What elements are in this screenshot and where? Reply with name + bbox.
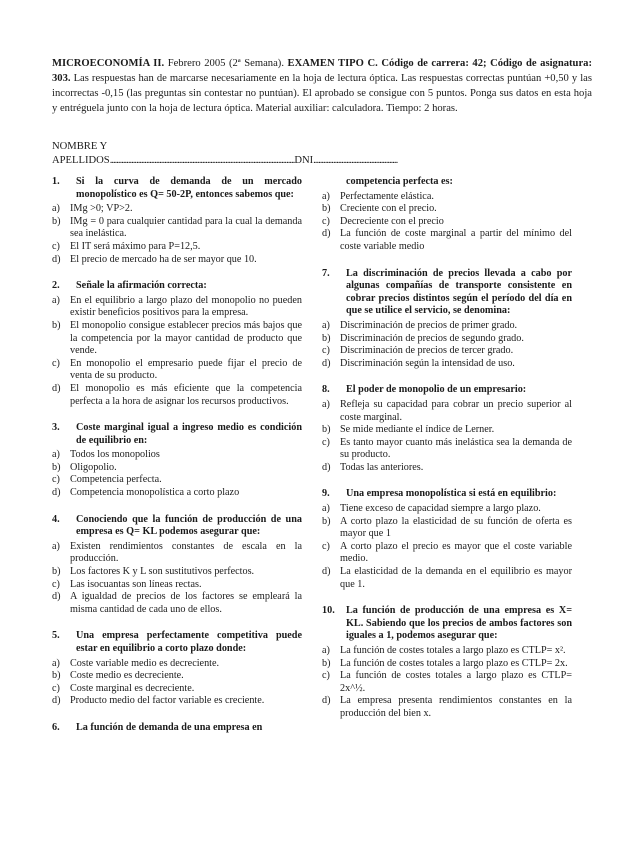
option-letter: d) — [52, 591, 61, 603]
option-letter: b) — [322, 424, 331, 436]
option-text: El monopolio consigue establecer precios más bajos que la competencia por la mayor cantidad de producto que vende. — [70, 319, 302, 357]
option-text: Oligopolio. — [70, 461, 117, 473]
answer-options — [52, 295, 302, 408]
answer-option — [322, 424, 572, 437]
question-heading — [322, 268, 572, 318]
answer-option — [52, 566, 302, 579]
option-text: Discriminación de precios de primer grado. — [340, 319, 518, 331]
question-number: 1. — [52, 176, 60, 187]
answer-option — [322, 541, 572, 566]
option-letter: a) — [322, 398, 330, 410]
question — [322, 605, 572, 720]
option-text: Discriminación según la intensidad de uso. — [340, 357, 515, 369]
exam-instructions: Las respuestas han de marcarse necesariamente en la hoja de lectura óptica. Las respuestas correctas puntúan +0,50 y las incorrectas -0,15 (las preguntas sin contestar no puntúan). El aprobado se consigue con 5 puntos. Ponga sus datos en esta hoja y entréguela junto con la hoja de lectura óptica. Material auxiliar: calculadora. Tiempo: 2 horas. — [52, 73, 592, 114]
question-number: 3. — [52, 422, 60, 434]
question-number: 2. — [52, 280, 60, 292]
option-letter: d) — [322, 461, 331, 473]
question-text: Una empresa monopolística si está en equilibrio: — [346, 488, 557, 500]
answer-option — [52, 670, 302, 683]
question — [52, 514, 302, 617]
option-text: Todos los monopolios — [70, 449, 160, 461]
answer-option — [52, 449, 302, 462]
question-number: 7. — [322, 267, 330, 279]
question — [322, 268, 572, 371]
option-letter: d) — [322, 695, 331, 707]
option-letter: c) — [322, 345, 330, 357]
option-text: Las isocuantas son líneas rectas. — [70, 578, 202, 590]
question-heading — [52, 176, 302, 201]
answer-option — [52, 241, 302, 254]
question-number: 4. — [52, 513, 60, 525]
answer-option — [52, 541, 302, 566]
question-text-continued: competencia perfecta es: — [346, 176, 453, 187]
option-text: Coste medio es decreciente. — [70, 670, 184, 682]
option-text: Competencia perfecta. — [70, 474, 162, 486]
option-letter: a) — [322, 503, 330, 515]
dni-label: DNI — [294, 155, 314, 166]
option-text: La elasticidad de la demanda en el equilibrio es mayor que 1. — [340, 566, 572, 590]
option-letter: d) — [322, 357, 331, 369]
question — [322, 488, 572, 591]
answer-options — [322, 503, 572, 591]
option-letter: c) — [52, 474, 60, 486]
question-heading — [322, 488, 572, 501]
right-column — [322, 176, 572, 735]
option-text: Decreciente con el precio — [340, 215, 444, 227]
answer-option — [322, 228, 572, 253]
option-text: La función de costes totales a largo plazo es CTLP= 2x. — [340, 657, 568, 669]
question-heading — [52, 722, 302, 735]
answer-option — [52, 487, 302, 500]
option-letter: b) — [322, 332, 331, 344]
option-letter: b) — [52, 319, 61, 331]
option-text: Coste variable medio es decreciente. — [70, 657, 220, 669]
option-text: A corto plazo el precio es mayor que el coste variable medio. — [340, 540, 572, 565]
option-letter: d) — [52, 382, 61, 394]
answer-option — [322, 645, 572, 658]
student-data-field — [52, 140, 592, 168]
option-text: El IT será máximo para P=12,5. — [70, 240, 201, 252]
option-text: Tiene exceso de capacidad siempre a largo plazo. — [340, 503, 541, 515]
option-letter: a) — [322, 190, 330, 202]
option-text: Discriminación de precios de tercer grado. — [340, 345, 514, 357]
answer-option — [52, 474, 302, 487]
option-text: Perfectamente elástica. — [340, 190, 434, 202]
answer-options — [322, 320, 572, 370]
answer-option — [322, 345, 572, 358]
option-text: Discriminación de precios de segundo grado. — [340, 332, 524, 344]
option-text: Es tanto mayor cuanto más inelástica sea la demanda de su producto. — [340, 436, 572, 461]
question-text: El poder de monopolio de un empresario: — [346, 384, 527, 396]
dni-line[interactable]: ................................................... — [313, 155, 398, 166]
answer-option — [52, 683, 302, 696]
option-letter: d) — [322, 228, 331, 240]
option-letter: c) — [52, 240, 60, 252]
answer-option — [322, 516, 572, 541]
option-text: IMg = 0 para cualquier cantidad para la cual la demanda sea inelástica. — [70, 215, 302, 240]
answer-options — [52, 541, 302, 617]
answer-option — [322, 216, 572, 229]
option-letter: c) — [322, 670, 330, 682]
question-heading — [322, 384, 572, 397]
option-letter: b) — [322, 203, 331, 215]
option-letter: d) — [52, 695, 61, 707]
option-text: Todas las anteriores. — [340, 461, 424, 473]
option-text: Se mide mediante el índice de Lerner. — [340, 424, 495, 436]
option-letter: b) — [322, 515, 331, 527]
option-text: Competencia monopolística a corto plazo — [70, 487, 240, 499]
answer-option — [322, 566, 572, 591]
answer-option — [52, 295, 302, 320]
question-text: Si la curva de demanda de un mercado monopolístico es Q= 50-2P, entonces sabemos que: — [76, 176, 302, 200]
question — [322, 176, 572, 254]
option-letter: b) — [52, 670, 61, 682]
option-text: Existen rendimientos constantes de escala en la producción. — [70, 540, 302, 565]
option-letter: a) — [52, 657, 60, 669]
answer-option — [322, 695, 572, 720]
answer-option — [322, 437, 572, 462]
answer-option — [52, 383, 302, 408]
answer-option — [52, 254, 302, 267]
answer-option — [52, 462, 302, 475]
option-text: A corto plazo la elasticidad de su función de oferta es mayor que 1 — [340, 515, 572, 540]
answer-option — [322, 358, 572, 371]
option-text: Los factores K y L son sustitutivos perfectos. — [70, 566, 255, 578]
answer-option — [322, 399, 572, 424]
option-text: Producto medio del factor variable es creciente. — [70, 695, 265, 707]
question-text: La discriminación de precios llevada a cabo por algunas compañías de transporte consistente en cobrar precios distintos según el período del día en que se utilice el servicio, se denomina: — [346, 267, 572, 317]
answer-option — [322, 503, 572, 516]
surname-label: APELLIDOS — [52, 155, 110, 166]
option-letter: c) — [52, 357, 60, 369]
option-letter: c) — [52, 682, 60, 694]
answer-option — [322, 670, 572, 695]
option-letter: c) — [322, 215, 330, 227]
option-text: La función de costes totales a largo plazo es CTLP= 2x^½. — [340, 670, 572, 694]
option-text: La empresa presenta rendimientos constantes en la producción del bien x. — [340, 695, 572, 719]
question-heading — [52, 514, 302, 539]
option-letter: a) — [52, 203, 60, 215]
option-letter: c) — [322, 540, 330, 552]
question-number: 6. — [52, 721, 60, 733]
answer-option — [322, 191, 572, 204]
answer-option — [322, 658, 572, 671]
answer-options — [322, 645, 572, 721]
question-heading — [52, 422, 302, 447]
question — [52, 280, 302, 408]
answer-options — [52, 658, 302, 708]
option-letter: b) — [52, 461, 61, 473]
option-text: En monopolio el empresario puede fijar el precio de venta de su producto. — [70, 357, 302, 382]
answer-option — [322, 203, 572, 216]
question-heading — [52, 280, 302, 293]
option-text: IMg >0; VP>2. — [70, 203, 133, 215]
option-text: La función de coste marginal a partir del mínimo del coste variable medio — [340, 228, 572, 252]
question-number: 9. — [322, 488, 330, 500]
surname-line[interactable]: ................................................................................................................ — [109, 155, 295, 166]
question — [52, 630, 302, 708]
exam-date: Febrero 2005 (2ª Semana). — [164, 58, 288, 69]
option-letter: a) — [322, 319, 330, 331]
answer-option — [322, 320, 572, 333]
question-heading — [322, 605, 572, 643]
answer-option — [322, 462, 572, 475]
question-text: Conociendo que la función de producción de una empresa es Q= KL podemos asegurar que: — [76, 513, 302, 538]
question-text: Una empresa perfectamente competitiva puede estar en equilibrio a corto plazo donde: — [76, 630, 302, 654]
option-letter: a) — [52, 540, 60, 552]
answer-option — [52, 579, 302, 592]
answer-option — [322, 333, 572, 346]
answer-option — [52, 591, 302, 616]
option-text: Creciente con el precio. — [340, 203, 437, 215]
answer-option — [52, 695, 302, 708]
option-letter: b) — [322, 657, 331, 669]
answer-options — [52, 449, 302, 499]
question — [52, 422, 302, 500]
answer-options — [322, 399, 572, 475]
option-text: A igualdad de precios de los factores se empleará la misma cantidad de cada uno de ellos. — [70, 591, 302, 615]
option-text: El monopolio es más eficiente que la competencia perfecta a la hora de asignar los recursos productivos. — [70, 382, 302, 407]
course-title: MICROECONOMÍA II. — [52, 58, 165, 69]
option-text: La función de costes totales a largo plazo es CTLP= x². — [340, 645, 566, 656]
option-text: Refleja su capacidad para cobrar un precio superior al coste marginal. — [340, 398, 572, 423]
option-letter: b) — [52, 215, 61, 227]
option-text: Coste marginal es decreciente. — [70, 682, 195, 694]
question-text: Coste marginal igual a ingreso medio es condición de equilibrio en: — [76, 422, 302, 446]
question — [52, 176, 302, 266]
answer-option — [52, 203, 302, 216]
option-letter: a) — [52, 294, 60, 306]
answer-option — [52, 216, 302, 241]
answer-option — [52, 358, 302, 383]
option-text: En el equilibrio a largo plazo del monopolio no pueden existir beneficios positivos para la empresa. — [70, 294, 302, 319]
question-text: Señale la afirmación correcta: — [76, 280, 207, 292]
option-letter: d) — [322, 566, 331, 578]
option-letter: d) — [52, 487, 61, 499]
option-letter: a) — [52, 449, 60, 461]
answer-options — [322, 191, 572, 254]
answer-option — [52, 320, 302, 358]
question-text: La función de demanda de una empresa en — [76, 721, 263, 733]
option-letter: c) — [322, 436, 330, 448]
option-letter: c) — [52, 578, 60, 590]
name-label: NOMBRE Y — [52, 141, 108, 152]
question — [322, 384, 572, 474]
left-column — [52, 176, 302, 749]
question-number: 8. — [322, 384, 330, 396]
exam-type: EXAMEN TIPO C. Código de carrera: 42; Código de asignatura: 303. — [52, 58, 592, 84]
exam-header — [52, 56, 592, 116]
option-letter: b) — [52, 566, 61, 578]
question-text: La función de producción de una empresa es X= KL. Sabiendo que los precios de ambos factores son iguales a 1, podemos asegurar que: — [346, 605, 572, 642]
option-letter: d) — [52, 253, 61, 265]
answer-options — [52, 203, 302, 266]
option-letter: a) — [322, 645, 330, 656]
answer-option — [52, 658, 302, 671]
question — [52, 722, 302, 735]
option-text: El precio de mercado ha de ser mayor que 10. — [70, 253, 257, 265]
question-heading — [52, 630, 302, 655]
question-number: 10. — [322, 605, 335, 617]
question-number: 5. — [52, 630, 60, 642]
